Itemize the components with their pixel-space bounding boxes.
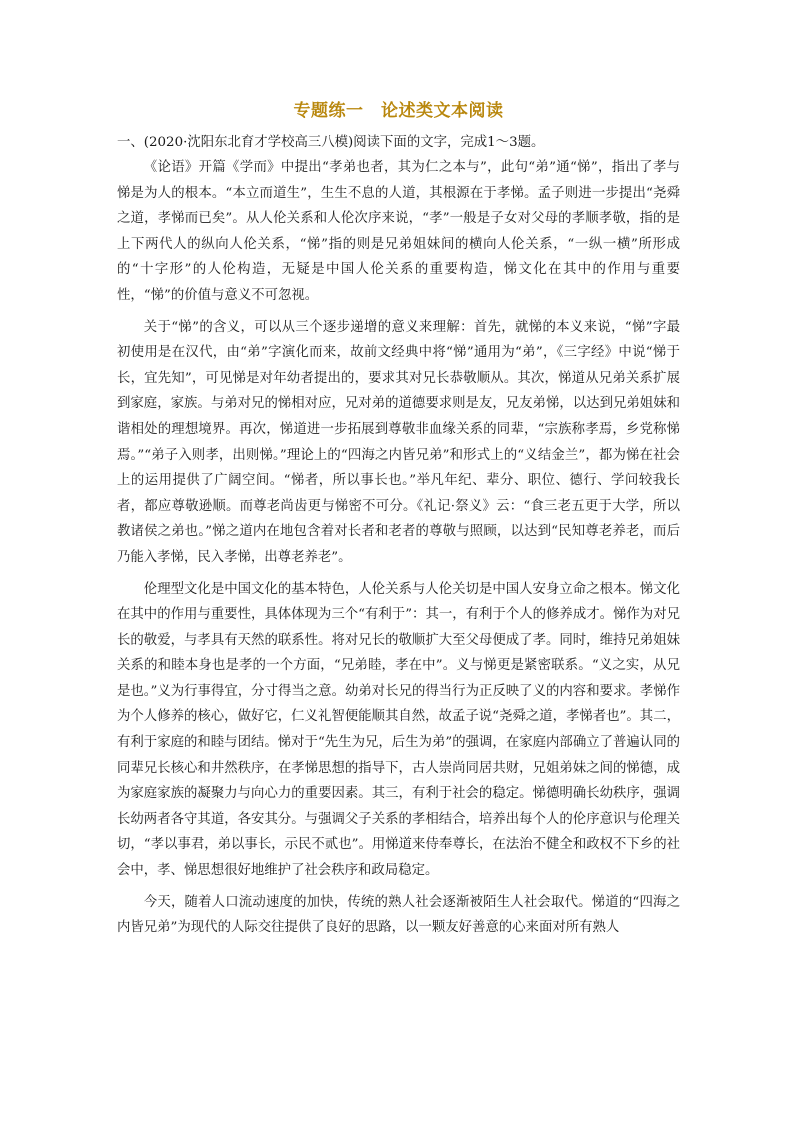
- page-title: 专题练一 论述类文本阅读: [293, 101, 504, 121]
- question-intro: 一、(2020·沈阳东北育才学校高三八模)阅读下面的文字，完成1～3题。: [117, 135, 545, 150]
- document-page: [117, 96, 680, 947]
- paragraph-1: 《论语》开篇《学而》中提出“孝弟也者，其为仁之本与”，此句“弟”通“悌”，指出了孝与悌是为人的根本。“本立而道生”，生生不息的人道，其根源在于孝悌。孟子则进一步提出“尧舜之道，孝悌而已矣”。从人伦关系和人伦次序来说，“孝”一般是子女对父母的孝顺孝敬，指的是上下两代人的纵向人伦关系，“悌”指的则是兄弟姐妹间的横向人伦关系，“一纵一横”所形成的“十字形”的人伦构造，无疑是中国人伦关系的重要构造，悌文化在其中的作用与重要性，“悌”的价值与意义不可忽视。: [117, 160, 680, 303]
- paragraph-2: 关于“悌”的含义，可以从三个逐步递增的意义来理解：首先，就悌的本义来说，“悌”字最初使用是在汉代，由“弟”字演化而来，故前文经典中将“悌”通用为“弟”，《三字经》中说“悌于长，宜先知”，可见悌是对年幼者提出的，要求其对兄长恭敬顺从。其次，悌道从兄弟关系扩展到家庭，家族。与弟对兄的悌相对应，兄对弟的道德要求则是友，兄友弟悌，以达到兄弟姐妹和谐相处的理想境界。再次，悌道进一步拓展到尊敬非血缘关系的同辈，“宗族称孝焉，乡党称悌焉。”“弟子入则孝，出则悌。”理论上的“四海之内皆兄弟”和形式上的“义结金兰”，都为悌在社会上的运用提供了广阔空间。“悌者，所以事长也。”举凡年纪、辈分、职位、德行、学问较我长者，都应尊敬逊顺。而尊老尚齿更与悌密不可分。《礼记·祭义》云：“食三老五更于大学，所以教诸侯之弟也。”悌之道内在地包含着对长者和老者的尊敬与照顾，以达到“民知尊老养老，而后乃能入孝悌，民入孝悌，出尊老养老”。: [117, 319, 680, 565]
- paragraph-3: 伦理型文化是中国文化的基本特色，人伦关系与人伦关切是中国人安身立命之根本。悌文化在其中的作用与重要性，具体体现为三个“有利于”：其一，有利于个人的修养成才。悌作为对兄长的敬爱，与孝具有天然的联系性。将对兄长的敬顺扩大至父母便成了孝。同时，维持兄弟姐妹关系的和睦本身也是孝的一个方面，“兄弟睦，孝在中”。义与悌更是紧密联系。“义之实，从兄是也。”义为行事得宜，分寸得当之意。幼弟对长兄的得当行为正反映了义的内容和要求。孝悌作为个人修养的核心，做好它，仁义礼智便能顺其自然，故孟子说“尧舜之道，孝悌者也”。其二，有利于家庭的和睦与团结。悌对于“先生为兄，后生为弟”的强调，在家庭内部确立了普遍认同的同辈兄长核心和井然秩序，在孝悌思想的指导下，古人崇尚同居共财，兄姐弟妹之间的悌德，成为家庭家族的凝聚力与向心力的重要因素。其三，有利于社会的稳定。悌德明确长幼秩序，强调长幼两者各守其道，各安其分。与强调父子关系的孝相结合，培养出每个人的伦序意识与伦理关切，“孝以事君，弟以事长，示民不贰也”。用悌道来侍奉尊长，在法治不健全和政权不下乡的社会中，孝、悌思想很好地维护了社会秩序和政局稳定。: [117, 581, 680, 879]
- paragraph-4: 今天，随着人口流动速度的加快，传统的熟人社会逐渐被陌生人社会取代。悌道的“四海之内皆兄弟”为现代的人际交往提供了良好的思路，以一颗友好善意的心来面对所有熟人: [117, 894, 680, 936]
